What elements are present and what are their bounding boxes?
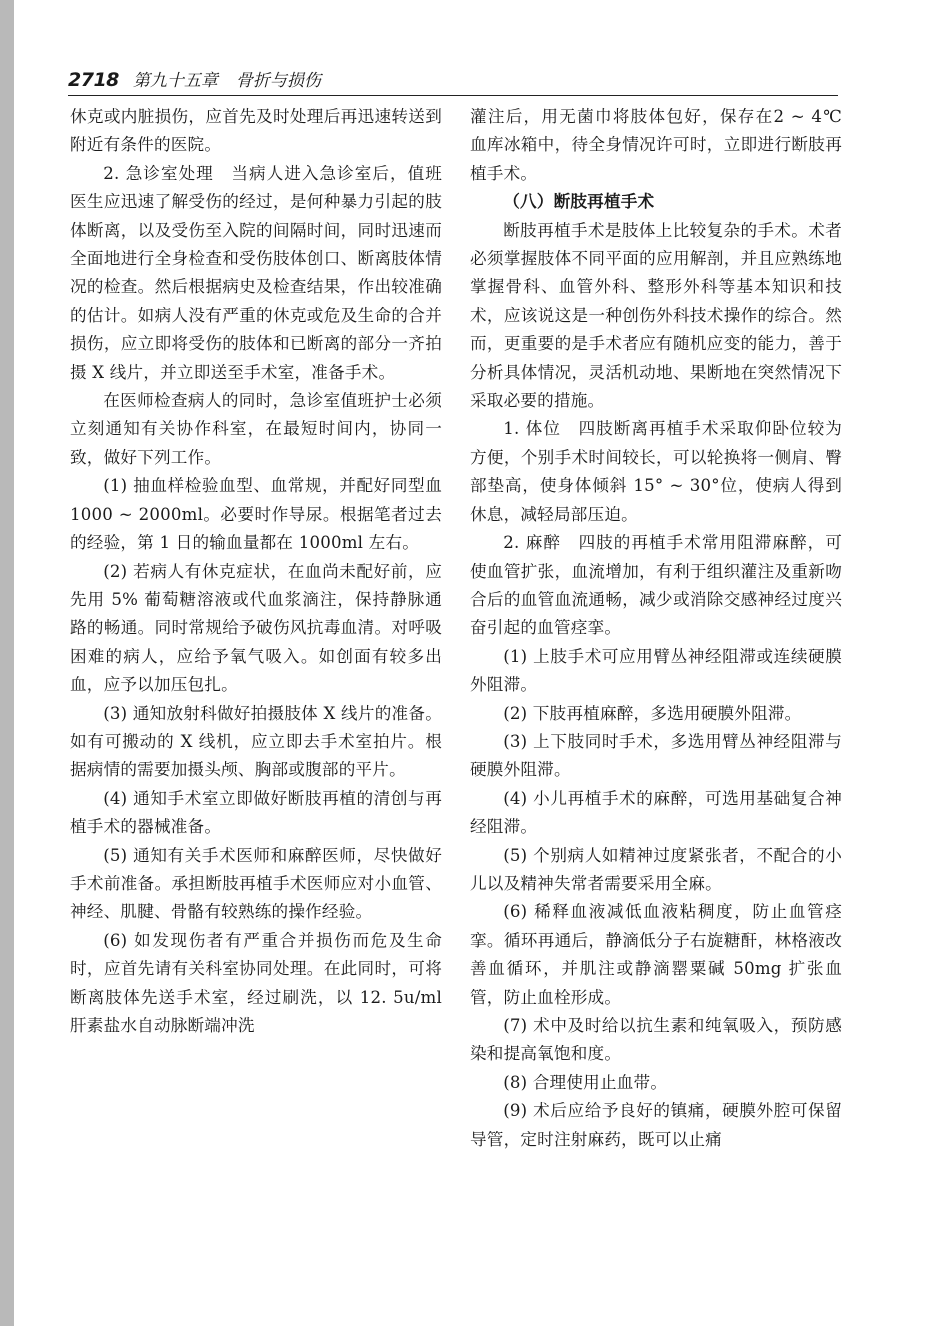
paragraph: 2. 麻醉 四肢的再植手术常用阻滞麻醉，可使血管扩张，血流增加，有利于组织灌注及重新吻合后的血管血流通畅，减少或消除交感神经过度兴奋引起的血管痉挛。: [470, 533, 842, 638]
running-header: [68, 66, 848, 94]
paragraph: 断肢再植手术是肢体上比较复杂的手术。术者必须掌握肢体不同平面的应用解剖，并且应熟练地掌握骨科、血管外科、整形外科等基本知识和技术，应该说这是一种创伤外科技术操作的综合。然而，更重要的是手术者应有随机应变的能力，善于分析具体情况，灵活机动地、果断地在突然情况下采取必要的措施。: [470, 220, 842, 411]
paragraph: 1. 体位 四肢断离再植手术采取仰卧位较为方便，个别手术时间较长，可以轮换将一侧肩、臀部垫高，使身体倾斜 15° ~ 30°位，使病人得到休息，减轻局部压迫。: [470, 419, 842, 524]
paragraph: (3) 通知放射科做好拍摄肢体 X 线片的准备。如有可搬动的 X 线机，应立即去手术室拍片。根据病情的需要加摄头颅、胸部或腹部的平片。: [70, 703, 442, 780]
chapter-title: 第九十五章: [132, 71, 218, 91]
paragraph: (4) 通知手术室立即做好断肢再植的清创与再植手术的器械准备。: [70, 788, 442, 837]
header-rule: [68, 95, 838, 96]
section-title: 骨折与损伤: [235, 71, 321, 91]
paragraph: (5) 个别病人如精神过度紧张者，不配合的小儿以及精神失常者需要采用全麻。: [470, 845, 842, 893]
paragraph: (7) 术中及时给以抗生素和纯氧吸入，预防感染和提高氧饱和度。: [470, 1016, 842, 1064]
paragraph: (6) 稀释血液减低血液粘稠度，防止血管痉挛。循环再通后，静滴低分子右旋糖酐，林格液改善血循环，并肌注或静滴罂粟碱 50mg 扩张血管，防止血栓形成。: [470, 902, 842, 1007]
paragraph: 2. 急诊室处理 当病人进入急诊室后，值班医生应迅速了解受伤的经过，是何种暴力引起的肢体断离，以及受伤至入院的间隔时间，同时迅速而全面地进行全身检查和受伤肢体创口、断离肢体情况的检查。然后根据病史及检查结果，作出较准确的估计。如病人没有严重的休克或危及生命的合并损伤，应立即将受伤的肢体和已断离的部分一齐拍摄 X 线片，并立即送至手术室，准备手术。: [70, 163, 442, 382]
section-heading: （八）断肢再植手术: [503, 192, 655, 212]
paragraph: (5) 通知有关手术医师和麻醉医师，尽快做好手术前准备。承担断肢再植手术医师应对小血管、神经、肌腱、骨骼有较熟练的操作经验。: [70, 845, 442, 922]
page-number: 2718: [68, 69, 119, 91]
paragraph: (3) 上下肢同时手术，多选用臂丛神经阻滞与硬膜外阻滞。: [470, 731, 842, 780]
paragraph: (2) 若病人有休克症状，在血尚未配好前，应先用 5% 葡萄糖溶液或代血浆滴注，保持静脉通路的畅通。同时常规给予破伤风抗毒血清。对呼吸困难的病人，应给予氧气吸入。如创面有较多出血，应予以加压包扎。: [70, 561, 442, 695]
paragraph: (1) 抽血样检验血型、血常规，并配好同型血 1000 ~ 2000ml。必要时作导尿。根据笔者过去的经验，第 1 日的输血量都在 1000ml 左右。: [70, 476, 442, 553]
scan-edge-shadow: [0, 0, 14, 1326]
paragraph: (9) 术后应给予良好的镇痛，硬膜外腔可保留导管，定时注射麻药，既可以止痛: [470, 1101, 842, 1149]
left-column: [70, 103, 442, 1040]
paragraph: 在医师检查病人的同时，急诊室值班护士必须立刻通知有关协作科室，在最短时间内，协同一致，做好下列工作。: [70, 391, 442, 467]
paragraph: (1) 上肢手术可应用臂丛神经阻滞或连续硬膜外阻滞。: [470, 646, 842, 695]
paragraph: (8) 合理使用止血带。: [503, 1072, 668, 1092]
right-column: [470, 103, 842, 1154]
paragraph: (2) 下肢再植麻醉，多选用硬膜外阻滞。: [503, 703, 802, 723]
paragraph: (6) 如发现伤者有严重合并损伤而危及生命时，应首先请有关科室协同处理。在此同时，可将断离肢体先送手术室，经过刷洗，以 12. 5u/ml 肝素盐水自动脉断端冲洗: [70, 930, 442, 1035]
paragraph: 休克或内脏损伤，应首先及时处理后再迅速转送到附近有条件的医院。: [70, 107, 442, 155]
paragraph: 灌注后，用无菌巾将肢体包好，保存在2 ~ 4℃ 血库冰箱中，待全身情况许可时，立即进行断肢再植手术。: [470, 107, 842, 183]
paragraph: (4) 小儿再植手术的麻醉，可选用基础复合神经阻滞。: [470, 788, 842, 837]
